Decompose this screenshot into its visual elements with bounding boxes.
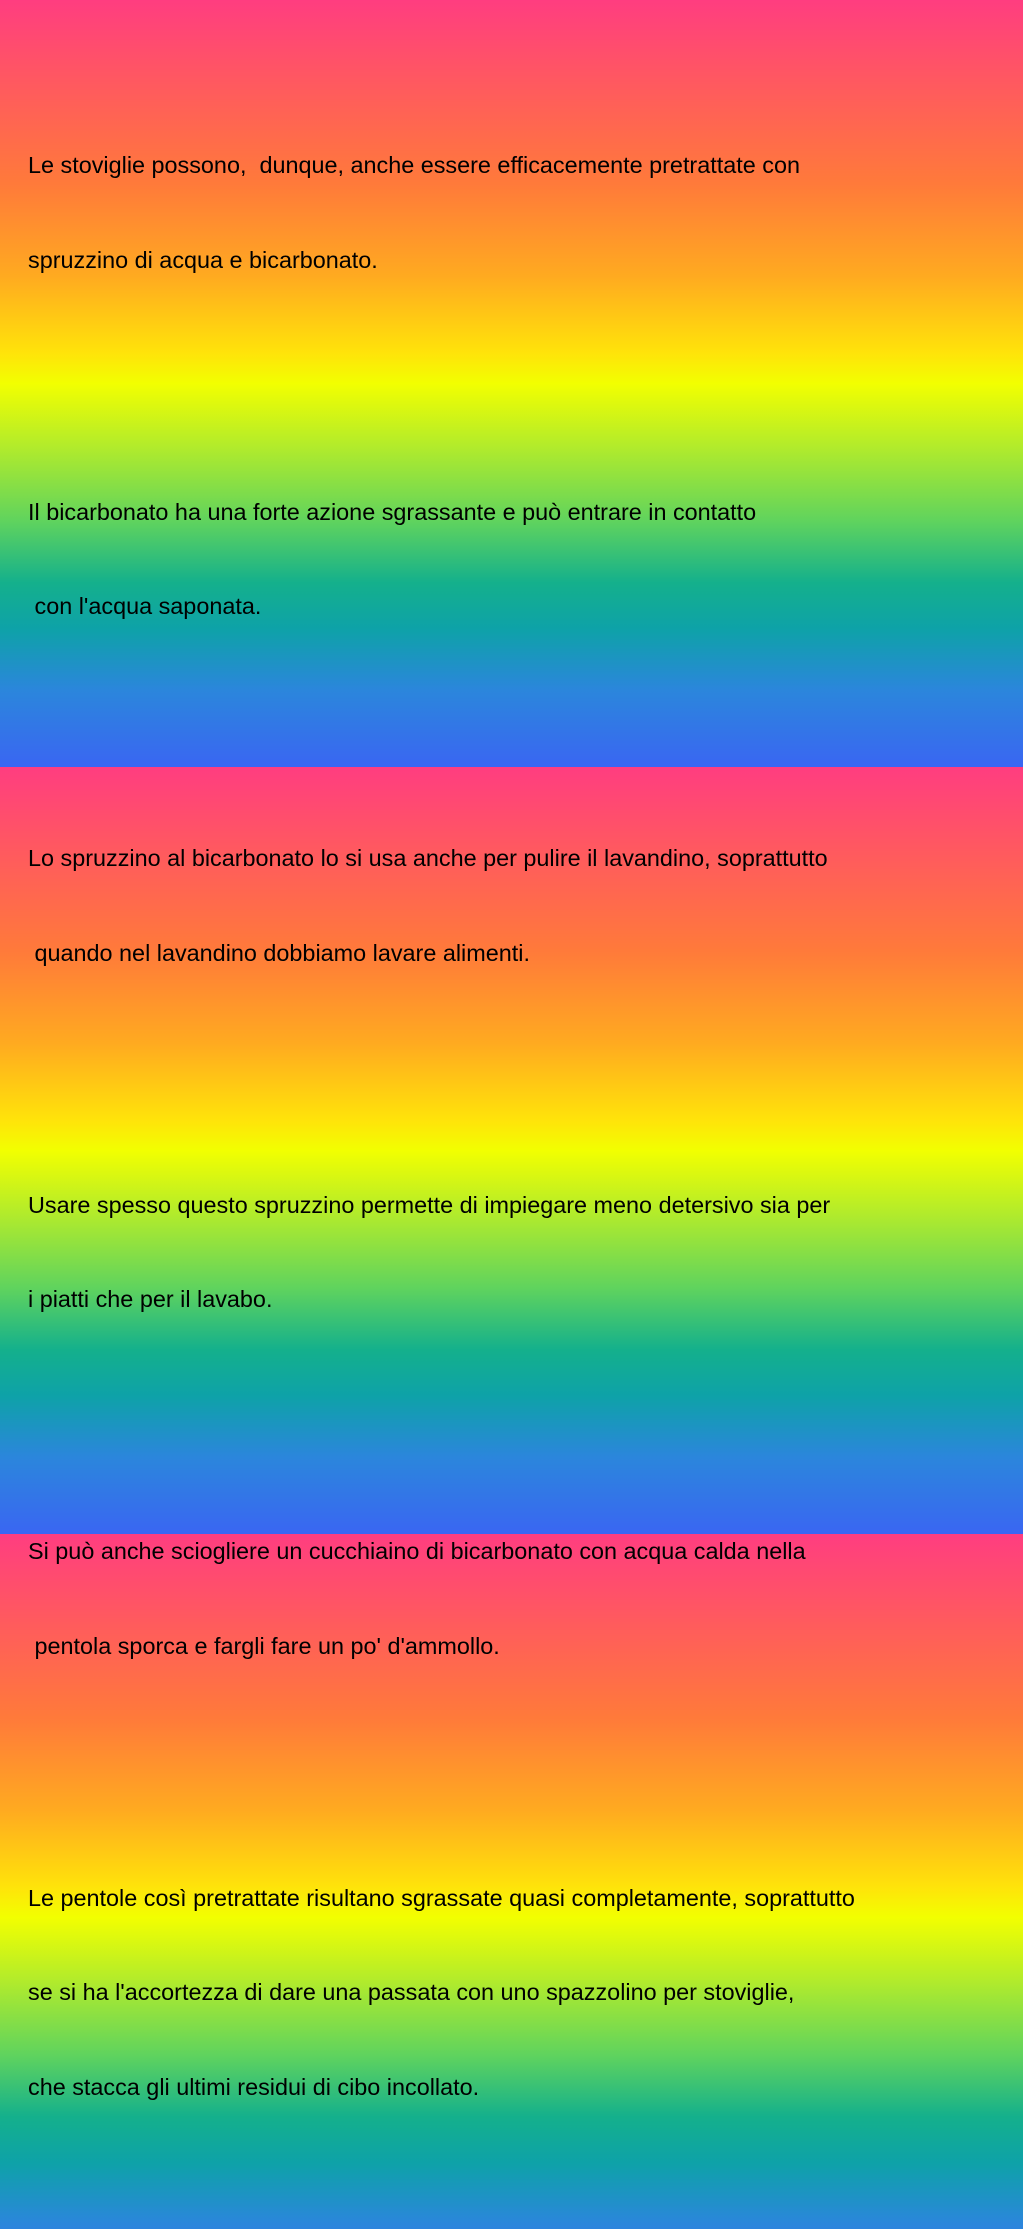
- text-line: Le pentole così pretrattate risultano sgrassate quasi completamente, soprattutto: [28, 1884, 855, 1911]
- text-line: che stacca gli ultimi residui di cibo incollato.: [28, 2073, 480, 2100]
- paragraph-bicarbonate-degreasing: [28, 434, 1023, 686]
- paragraph-less-detergent: [28, 1127, 1023, 1379]
- text-line: spruzzino di acqua e bicarbonato.: [28, 246, 378, 273]
- paragraph-sink-cleaning: [28, 780, 1023, 1032]
- text-line: i piatti che per il lavabo.: [28, 1286, 273, 1312]
- text-line: Usare spesso questo spruzzino permette di impiegare meno detersivo sia per: [28, 1191, 831, 1218]
- text-line: se si ha l'accortezza di dare una passata con uno spazzolino per stoviglie,: [28, 1979, 795, 2005]
- text-line: Lo spruzzino al bicarbonato lo si usa anche per pulire il lavandino, soprattutto: [28, 845, 828, 871]
- text-line: Si può anche sciogliere un cucchiaino di bicarbonato con acqua calda nella: [28, 1538, 806, 1564]
- text-line: con l'acqua saponata.: [28, 593, 262, 619]
- text-line: Il bicarbonato ha una forte azione sgrassante e può entrare in contatto: [28, 498, 757, 525]
- slide-text-body: [28, 24, 1023, 2229]
- paragraph-pot-soaking: [28, 1473, 1023, 1725]
- paragraph-brush-finish: [28, 1820, 1023, 2167]
- text-line: pentola sporca e fargli fare un po' d'ammollo.: [28, 1632, 500, 1659]
- text-line: quando nel lavandino dobbiamo lavare alimenti.: [28, 939, 530, 966]
- text-line: Le stoviglie possono, dunque, anche essere efficacemente pretrattate con: [28, 152, 800, 178]
- paragraph-dish-pretreatment: [28, 87, 1023, 339]
